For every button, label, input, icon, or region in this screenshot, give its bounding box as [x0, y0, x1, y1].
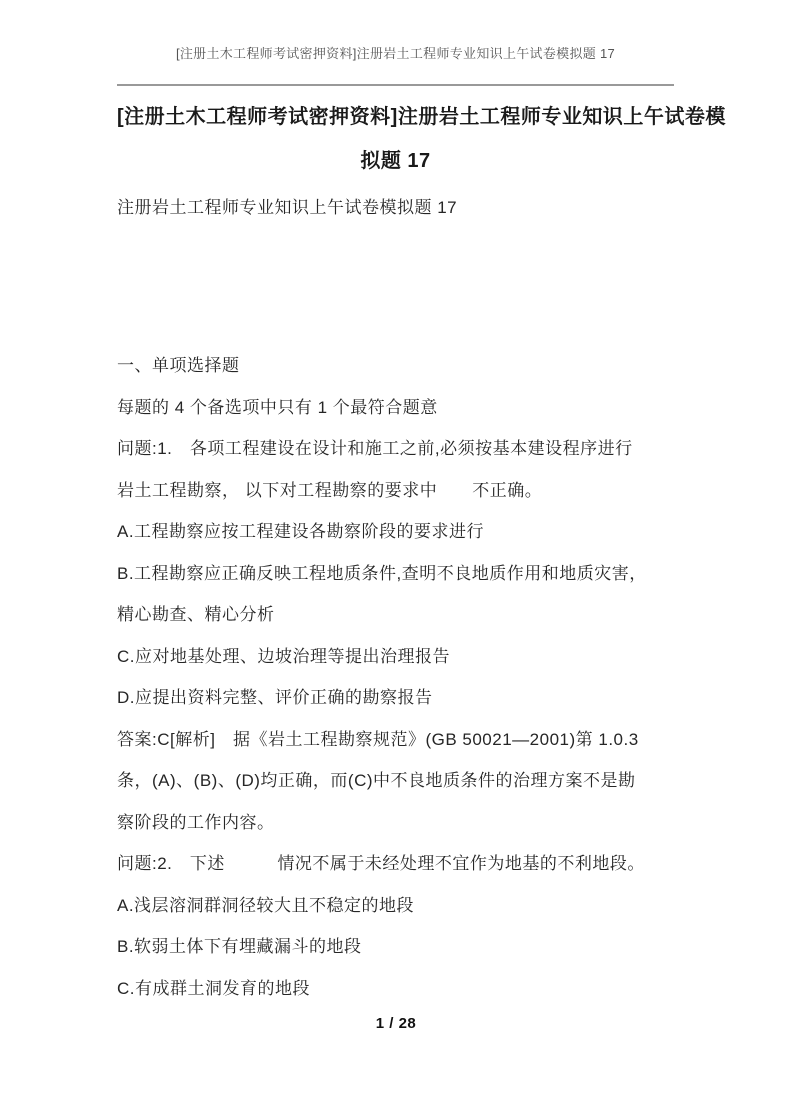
- document-title-line: 拟题 17: [360, 150, 431, 172]
- document-title: [117, 95, 726, 183]
- body-text-line: 岩土工程勘察， 以下对工程勘察的要求中 不正确。: [117, 480, 543, 500]
- body-text-line: 答案:C[解析] 据《岩土工程勘察规范》(GB 50021—2001)第 1.0.3: [117, 729, 639, 749]
- body-text-line: 一、单项选择题: [117, 356, 240, 375]
- body-text-line: B.软弱土体下有埋藏漏斗的地段: [117, 937, 362, 956]
- running-header-text: [注册土木工程师考试密押资料]注册岩土工程师专业知识上午试卷模拟题 17: [175, 46, 616, 61]
- document-subtitle: 注册岩土工程师专业知识上午试卷模拟题 17: [117, 198, 458, 217]
- body-text-line: 问题:1. 各项工程建设在设计和施工之前,必须按基本建设程序进行: [117, 439, 633, 458]
- page-number: 1 / 28: [375, 1015, 417, 1032]
- body-text-line: C.应对地基处理、边坡治理等提出治理报告: [117, 646, 450, 666]
- document-body-text: [117, 345, 674, 1009]
- body-text-line: A.工程勘察应按工程建设各勘察阶段的要求进行: [117, 522, 485, 541]
- body-text-line: 精心勘查、精心分析: [117, 605, 275, 624]
- header-divider: [117, 84, 674, 86]
- body-text-line: 每题的 4 个备选项中只有 1 个最符合题意: [117, 397, 438, 417]
- body-text-line: 察阶段的工作内容。: [117, 812, 275, 832]
- document-title-line: [注册土木工程师考试密押资料]注册岩土工程师专业知识上午试卷模: [117, 106, 726, 128]
- body-text-line: B.工程勘察应正确反映工程地质条件,查明不良地质作用和地质灾害，: [117, 563, 647, 583]
- body-text-line: 问题:2. 下述 情况不属于未经处理不宜作为地基的不利地段。: [117, 854, 645, 873]
- page-footer: [0, 1015, 792, 1033]
- body-text-line: A.浅层溶洞群洞径较大且不稳定的地段: [117, 895, 415, 915]
- body-text-line: D.应提出资料完整、评价正确的勘察报告: [117, 688, 433, 707]
- body-text-line: C.有成群土洞发育的地段: [117, 978, 310, 998]
- body-text-line: 条，(A)、(B)、(D)均正确，而(C)中不良地质条件的治理方案不是勘: [117, 771, 636, 790]
